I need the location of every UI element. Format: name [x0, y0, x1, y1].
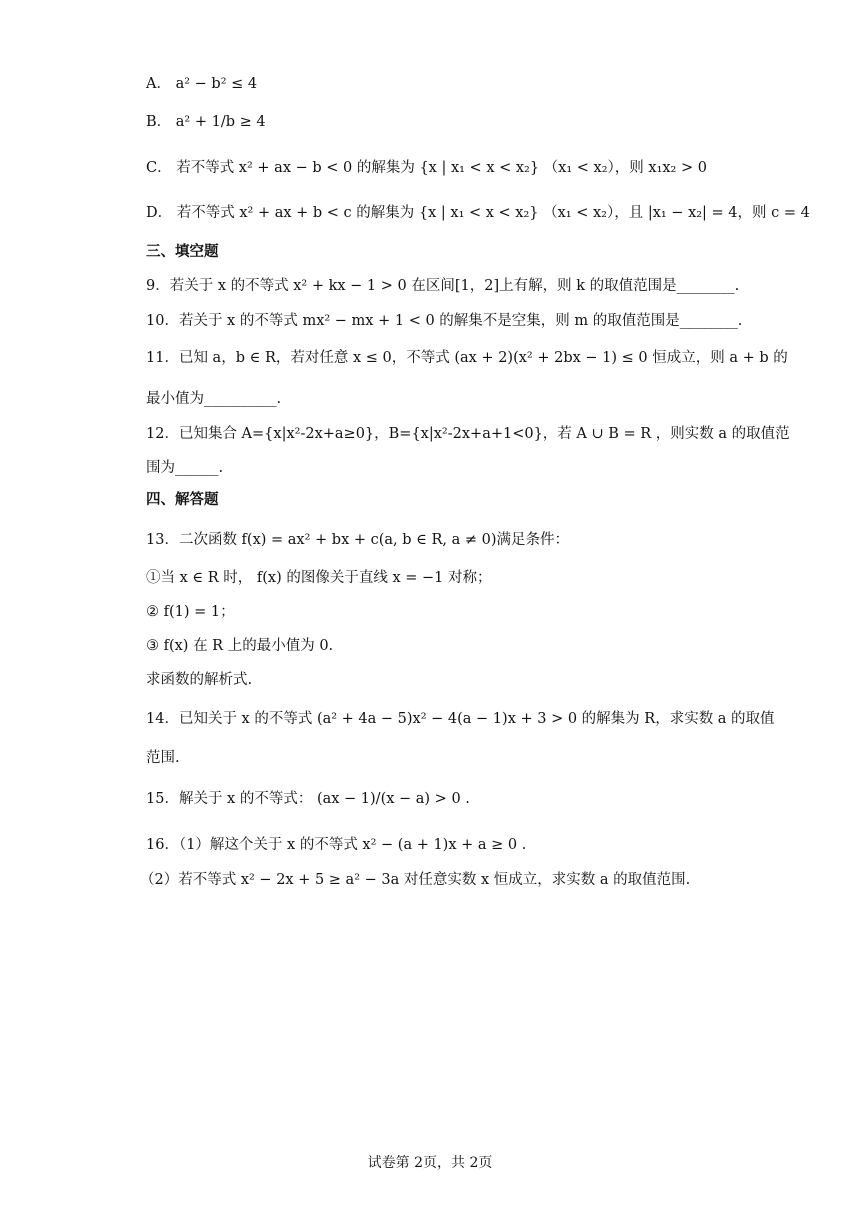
question-13-ask: 求函数的解析式.: [146, 672, 253, 688]
option-c: C． 若不等式 x² + ax − b < 0 的解集为 {x | x₁ < x < x₂} （x₁ < x₂），则 x₁x₂ > 0: [146, 160, 707, 176]
question-13-stem: 13．二次函数 f(x) = ax² + bx + c(a, b ∈ R, a ≠ 0)满足条件：: [146, 532, 570, 548]
question-9: 9．若关于 x 的不等式 x² + kx − 1 > 0 在区间[1，2]上有解，则 k 的取值范围是________.: [146, 278, 740, 294]
section-answer-title: 四、解答题: [146, 491, 219, 508]
question-16-part2: （2）若不等式 x² − 2x + 5 ≥ a² − 3a 对任意实数 x 恒成立，求实数 a 的取值范围.: [140, 872, 691, 888]
section-fill-blank-title: 三、填空题: [146, 243, 219, 260]
question-11-line1: 11．已知 a，b ∈ R，若对任意 x ≤ 0，不等式 (ax + 2)(x² + 2bx − 1) ≤ 0 恒成立，则 a + b 的: [146, 350, 788, 366]
option-d: D． 若不等式 x² + ax + b < c 的解集为 {x | x₁ < x < x₂} （x₁ < x₂），且 |x₁ − x₂| = 4，则 c = 4: [146, 205, 810, 221]
question-16-part1: 16．（1）解这个关于 x 的不等式 x² − (a + 1)x + a ≥ 0 .: [146, 837, 527, 853]
question-14-line2: 范围.: [146, 750, 180, 766]
page-footer: 试卷第 2页，共 2页: [367, 1155, 493, 1171]
question-13-condition-1: ①当 x ∈ R 时， f(x) 的图像关于直线 x = −1 对称；: [146, 570, 492, 586]
option-b: B． a² + 1/b ≥ 4: [146, 114, 266, 130]
question-10: 10．若关于 x 的不等式 mx² − mx + 1 < 0 的解集不是空集，则 m 的取值范围是________.: [146, 313, 743, 329]
question-11-line2: 最小值为__________.: [146, 391, 282, 407]
option-a: A． a² − b² ≤ 4: [146, 76, 258, 92]
question-15: 15．解关于 x 的不等式： (ax − 1)/(x − a) > 0 .: [146, 791, 470, 807]
question-12-line1: 12．已知集合 A={x|x²-2x+a≥0}，B={x|x²-2x+a+1<0}，若 A ∪ B = R ，则实数 a 的取值范: [146, 426, 790, 442]
question-13-condition-2: ② f(1) = 1；: [146, 604, 235, 620]
question-14-line1: 14．已知关于 x 的不等式 (a² + 4a − 5)x² − 4(a − 1)x + 3 > 0 的解集为 R，求实数 a 的取值: [146, 711, 775, 727]
question-12-line2: 围为______.: [146, 460, 224, 476]
question-13-condition-3: ③ f(x) 在 R 上的最小值为 0.: [146, 638, 334, 654]
